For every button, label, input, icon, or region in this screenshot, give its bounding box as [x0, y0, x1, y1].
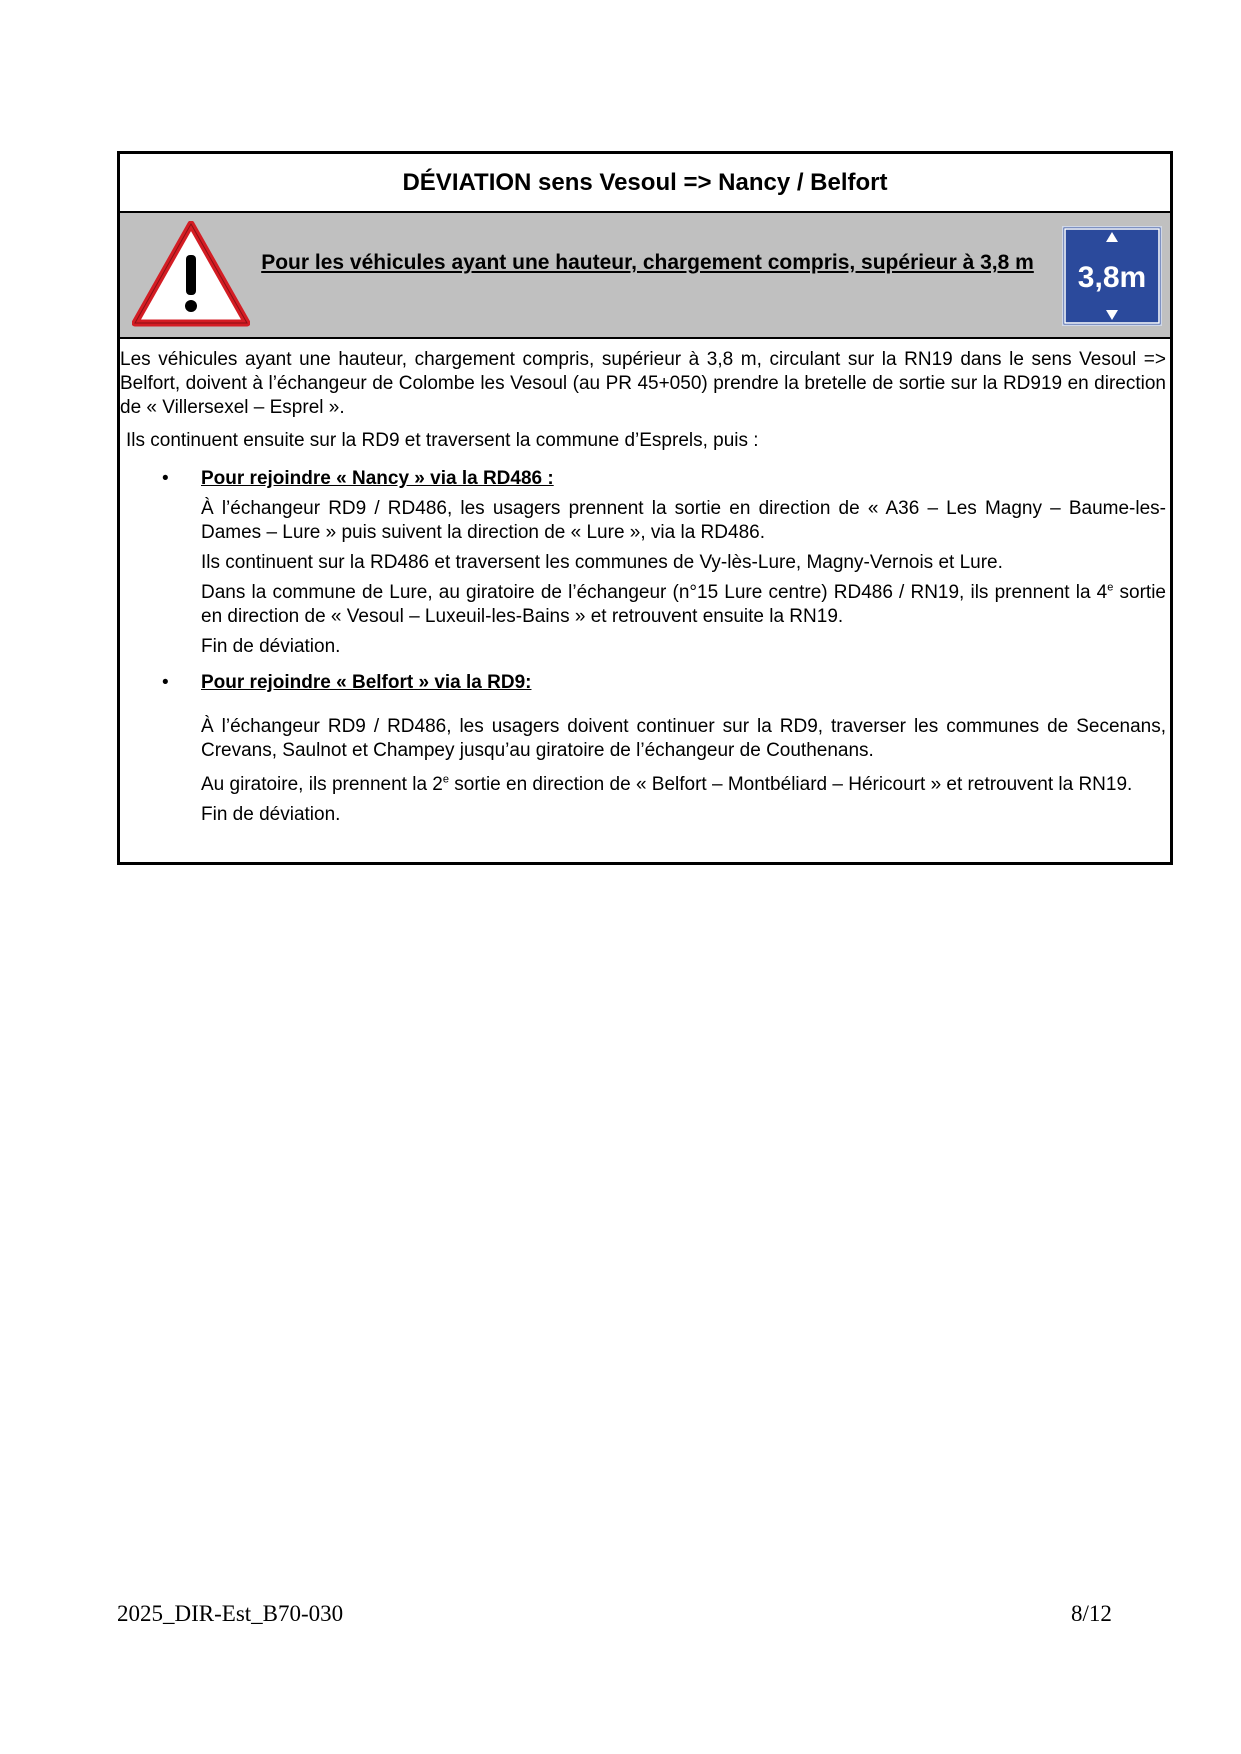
- height-limit-sign-icon: [1062, 226, 1162, 326]
- footer-doc-id: 2025_DIR-Est_B70-030: [117, 1601, 344, 1626]
- list-item-nancy: [120, 467, 1166, 659]
- belfort-step-2: Au giratoire, ils prennent la 2e sortie en direction de « Belfort – Montbéliard – Héricourt » et retrouvent la RN19.: [201, 773, 1133, 795]
- height-limit-label: 3,8m: [1077, 261, 1147, 294]
- nancy-step-1: À l’échangeur RD9 / RD486, les usagers prennent la sortie en direction de « A36 – Les Magny – Baume-les-Dames – Lure » puis suivent la direction de « Lure », via la RD486.: [201, 498, 1166, 543]
- belfort-step-1: À l’échangeur RD9 / RD486, les usagers doivent continuer sur la RD9, traverser les communes de Secenans, Crevans, Saulnot et Champey jusqu’au giratoire de l’échangeur de Couthenans.: [201, 716, 1166, 761]
- continuation-paragraph: Ils continuent ensuite sur la RD9 et traversent la commune d’Esprels, puis :: [126, 430, 759, 451]
- section-heading-belfort: Pour rejoindre « Belfort » via la RD9:: [201, 672, 532, 693]
- section-heading-nancy: Pour rejoindre « Nancy » via la RD486 :: [201, 468, 554, 489]
- nancy-step-3: Dans la commune de Lure, au giratoire de l’échangeur (n°15 Lure centre) RD486 / RN19, ils prennent la 4e sortie en direction de « Vesoul – Luxeuil-les-Bains » et retrouvent ensuite la RN19.: [201, 581, 1166, 627]
- intro-paragraph: Les véhicules ayant une hauteur, chargement compris, supérieur à 3,8 m, circulant sur la RN19 dans le sens Vesoul => Belfort, doivent à l’échangeur de Colombe les Vesoul (au PR 45+050) prendre la bretelle de sortie sur la RD919 en direction de « Villersexel – Esprel ».: [120, 349, 1166, 418]
- deviation-box: [117, 151, 1173, 865]
- warning-text: Pour les véhicules ayant une hauteur, chargement compris, supérieur à 3,8 m: [261, 251, 1034, 274]
- nancy-end: Fin de déviation.: [201, 636, 341, 657]
- belfort-end: Fin de déviation.: [201, 804, 341, 825]
- bullet-icon: •: [162, 468, 169, 489]
- nancy-step-2: Ils continuent sur la RD486 et traversent les communes de Vy-lès-Lure, Magny-Vernois et Lure.: [201, 552, 1003, 573]
- bullet-icon: •: [162, 672, 169, 693]
- footer-page-number: 8/12: [1071, 1601, 1112, 1626]
- warning-banner: [120, 213, 1170, 339]
- deviation-title: DÉVIATION sens Vesoul => Nancy / Belfort: [120, 154, 1170, 213]
- list-item-belfort: [120, 671, 1166, 827]
- warning-triangle-icon: [132, 221, 250, 327]
- deviation-body: [120, 339, 1170, 827]
